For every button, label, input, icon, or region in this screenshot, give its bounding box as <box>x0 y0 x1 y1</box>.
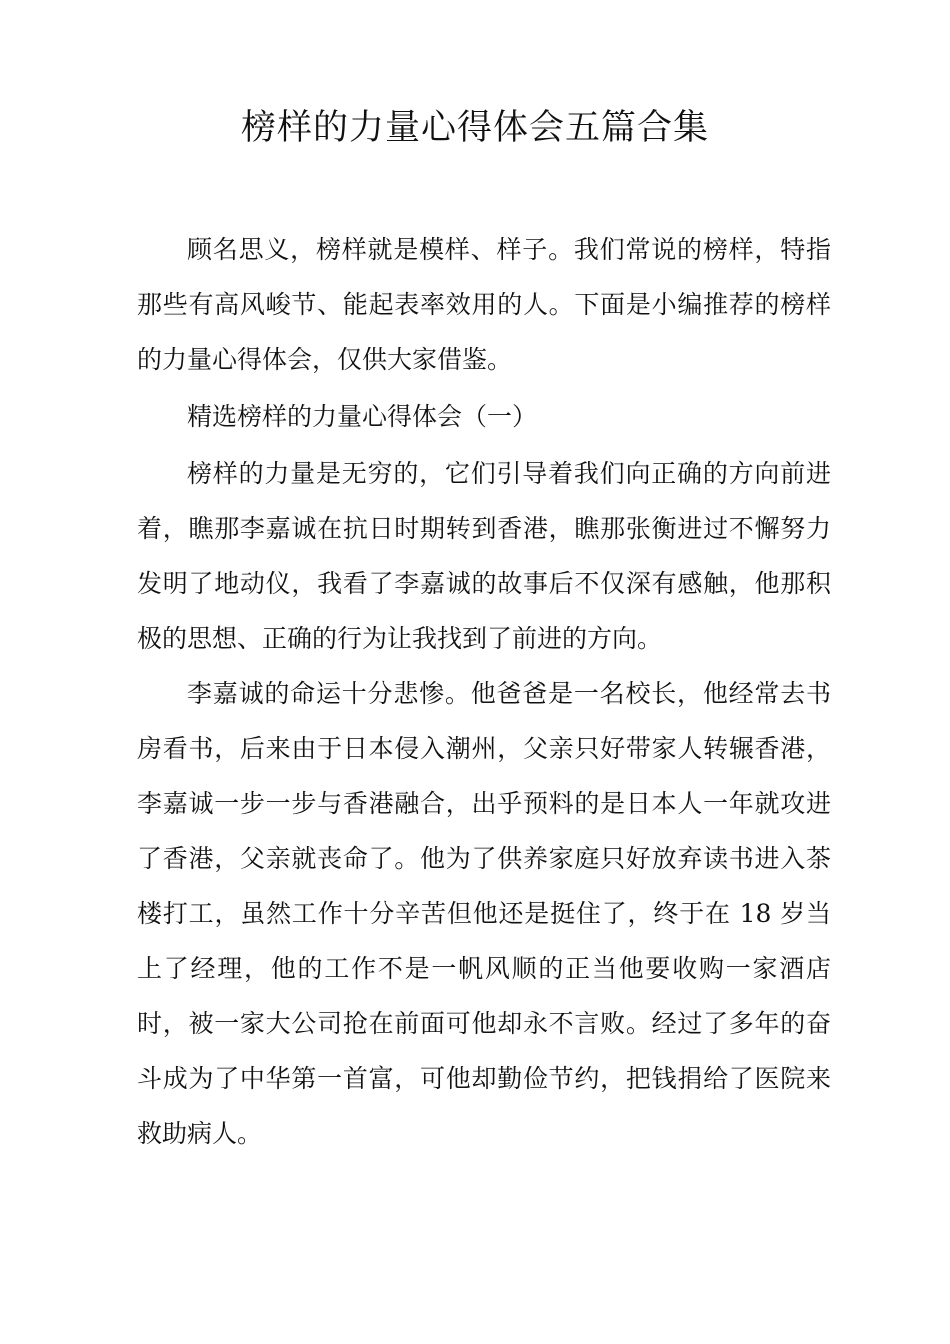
section-heading: 精选榜样的力量心得体会（一） <box>187 402 538 431</box>
document-title: 榜样的力量心得体会五篇合集 <box>240 108 709 148</box>
document-body <box>137 222 831 1161</box>
body-paragraph: 榜样的力量是无穷的，它们引导着我们向正确的方向前进着，瞧那李嘉诚在抗日时期转到香港，瞧那张衡进过不懈努力发明了地动仪，我看了李嘉诚的故事后不仅深有感触，他那积极的思想、正确的行为让我找到了前进的方向。 <box>137 459 831 653</box>
body-paragraph: 李嘉诚的命运十分悲惨。他爸爸是一名校长，他经常去书房看书，后来由于日本侵入潮州，父亲只好带家人转辗香港，李嘉诚一步一步与香港融合，出乎预料的是日本人一年就攻进了香港，父亲就丧命了。他为了供养家庭只好放弃读书进入茶楼打工，虽然工作十分辛苦但他还是挺住了，终于在 18 岁当上了经理，他的工作不是一帆风顺的正当他要收购一家酒店时，被一家大公司抢在前面可他却永不言败。经过了多年的奋斗成为了中华第一首富，可他却勤俭节约，把钱捐给了医院来救助病人。 <box>137 679 831 1148</box>
intro-paragraph: 顾名思义，榜样就是模样、样子。我们常说的榜样，特指那些有高风峻节、能起表率效用的人。下面是小编推荐的榜样的力量心得体会，仅供大家借鉴。 <box>137 235 831 374</box>
